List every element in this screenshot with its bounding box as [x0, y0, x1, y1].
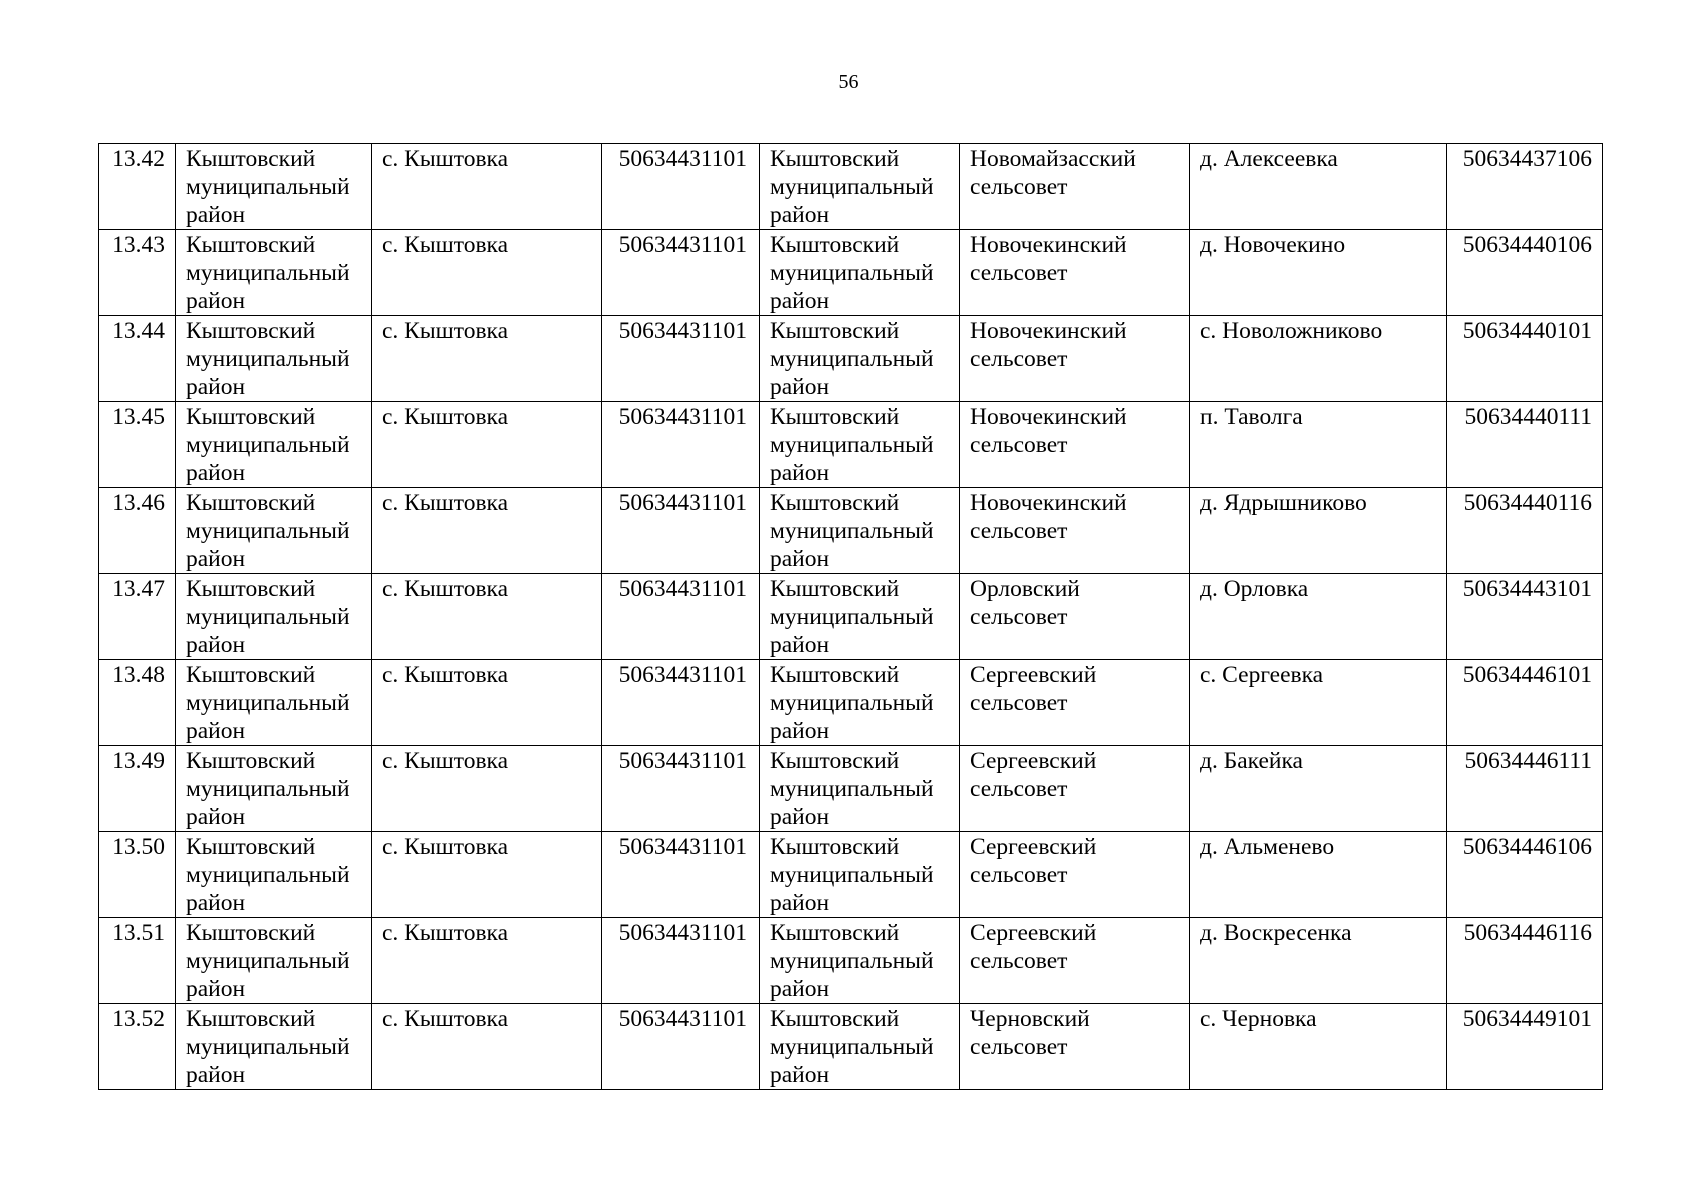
- settlement-oktmo-code: 50634440111: [1447, 402, 1603, 488]
- row-number: 13.47: [99, 574, 176, 660]
- settlements-table: [98, 143, 1603, 1090]
- table-row: [99, 574, 1603, 660]
- village-council: Сергеевский сельсовет: [960, 746, 1190, 832]
- village-council: Новочекинский сельсовет: [960, 316, 1190, 402]
- municipal-district: Кыштовский муниципальный район: [176, 1004, 372, 1090]
- table-row: [99, 488, 1603, 574]
- table-row: [99, 918, 1603, 1004]
- settlement-oktmo-code: 50634440116: [1447, 488, 1603, 574]
- municipal-district: Кыштовский муниципальный район: [176, 402, 372, 488]
- settlement-district: Кыштовский муниципальный район: [760, 488, 960, 574]
- municipal-district: Кыштовский муниципальный район: [176, 746, 372, 832]
- village-council: Черновский сельсовет: [960, 1004, 1190, 1090]
- administrative-center: с. Кыштовка: [372, 230, 602, 316]
- village-council: Новочекинский сельсовет: [960, 402, 1190, 488]
- municipal-district: Кыштовский муниципальный район: [176, 230, 372, 316]
- administrative-center: с. Кыштовка: [372, 316, 602, 402]
- settlement-oktmo-code: 50634443101: [1447, 574, 1603, 660]
- settlement-name: с. Сергеевка: [1190, 660, 1447, 746]
- table-body: [99, 144, 1603, 1090]
- row-number: 13.46: [99, 488, 176, 574]
- village-council: Сергеевский сельсовет: [960, 832, 1190, 918]
- row-number: 13.49: [99, 746, 176, 832]
- administrative-center: с. Кыштовка: [372, 574, 602, 660]
- village-council: Орловский сельсовет: [960, 574, 1190, 660]
- center-oktmo-code: 50634431101: [602, 574, 760, 660]
- table-row: [99, 316, 1603, 402]
- settlement-district: Кыштовский муниципальный район: [760, 574, 960, 660]
- municipal-district: Кыштовский муниципальный район: [176, 488, 372, 574]
- settlement-district: Кыштовский муниципальный район: [760, 660, 960, 746]
- administrative-center: с. Кыштовка: [372, 746, 602, 832]
- settlement-district: Кыштовский муниципальный район: [760, 144, 960, 230]
- administrative-center: с. Кыштовка: [372, 1004, 602, 1090]
- row-number: 13.50: [99, 832, 176, 918]
- page-number: 56: [838, 71, 859, 93]
- settlement-district: Кыштовский муниципальный район: [760, 316, 960, 402]
- settlement-district: Кыштовский муниципальный район: [760, 1004, 960, 1090]
- settlement-name: д. Ядрышниково: [1190, 488, 1447, 574]
- village-council: Сергеевский сельсовет: [960, 918, 1190, 1004]
- center-oktmo-code: 50634431101: [602, 488, 760, 574]
- municipal-district: Кыштовский муниципальный район: [176, 918, 372, 1004]
- row-number: 13.45: [99, 402, 176, 488]
- center-oktmo-code: 50634431101: [602, 746, 760, 832]
- table-row: [99, 402, 1603, 488]
- table-row: [99, 1004, 1603, 1090]
- administrative-center: с. Кыштовка: [372, 832, 602, 918]
- village-council: Сергеевский сельсовет: [960, 660, 1190, 746]
- row-number: 13.52: [99, 1004, 176, 1090]
- administrative-center: с. Кыштовка: [372, 488, 602, 574]
- row-number: 13.44: [99, 316, 176, 402]
- center-oktmo-code: 50634431101: [602, 230, 760, 316]
- center-oktmo-code: 50634431101: [602, 144, 760, 230]
- table-row: [99, 832, 1603, 918]
- settlement-oktmo-code: 50634446111: [1447, 746, 1603, 832]
- settlement-name: д. Орловка: [1190, 574, 1447, 660]
- village-council: Новочекинский сельсовет: [960, 488, 1190, 574]
- municipal-district: Кыштовский муниципальный район: [176, 574, 372, 660]
- settlement-name: д. Алексеевка: [1190, 144, 1447, 230]
- row-number: 13.48: [99, 660, 176, 746]
- settlement-district: Кыштовский муниципальный район: [760, 918, 960, 1004]
- center-oktmo-code: 50634431101: [602, 832, 760, 918]
- settlement-name: с. Черновка: [1190, 1004, 1447, 1090]
- settlement-district: Кыштовский муниципальный район: [760, 746, 960, 832]
- center-oktmo-code: 50634431101: [602, 918, 760, 1004]
- settlement-name: д. Бакейка: [1190, 746, 1447, 832]
- administrative-center: с. Кыштовка: [372, 144, 602, 230]
- settlement-oktmo-code: 50634440101: [1447, 316, 1603, 402]
- administrative-center: с. Кыштовка: [372, 402, 602, 488]
- center-oktmo-code: 50634431101: [602, 1004, 760, 1090]
- table-row: [99, 746, 1603, 832]
- settlement-name: д. Воскресенка: [1190, 918, 1447, 1004]
- settlement-district: Кыштовский муниципальный район: [760, 832, 960, 918]
- row-number: 13.51: [99, 918, 176, 1004]
- settlement-oktmo-code: 50634446101: [1447, 660, 1603, 746]
- settlement-name: с. Новоложниково: [1190, 316, 1447, 402]
- row-number: 13.42: [99, 144, 176, 230]
- settlement-name: д. Новочекино: [1190, 230, 1447, 316]
- administrative-center: с. Кыштовка: [372, 918, 602, 1004]
- village-council: Новомайзасский сельсовет: [960, 144, 1190, 230]
- row-number: 13.43: [99, 230, 176, 316]
- table-row: [99, 660, 1603, 746]
- center-oktmo-code: 50634431101: [602, 402, 760, 488]
- settlement-district: Кыштовский муниципальный район: [760, 230, 960, 316]
- center-oktmo-code: 50634431101: [602, 660, 760, 746]
- municipal-district: Кыштовский муниципальный район: [176, 316, 372, 402]
- settlement-oktmo-code: 50634440106: [1447, 230, 1603, 316]
- settlement-name: д. Альменево: [1190, 832, 1447, 918]
- municipal-district: Кыштовский муниципальный район: [176, 144, 372, 230]
- center-oktmo-code: 50634431101: [602, 316, 760, 402]
- municipal-district: Кыштовский муниципальный район: [176, 660, 372, 746]
- settlement-oktmo-code: 50634437106: [1447, 144, 1603, 230]
- settlement-district: Кыштовский муниципальный район: [760, 402, 960, 488]
- settlement-oktmo-code: 50634446116: [1447, 918, 1603, 1004]
- administrative-center: с. Кыштовка: [372, 660, 602, 746]
- table-row: [99, 144, 1603, 230]
- table-row: [99, 230, 1603, 316]
- municipal-district: Кыштовский муниципальный район: [176, 832, 372, 918]
- settlement-oktmo-code: 50634446106: [1447, 832, 1603, 918]
- village-council: Новочекинский сельсовет: [960, 230, 1190, 316]
- settlement-oktmo-code: 50634449101: [1447, 1004, 1603, 1090]
- settlement-name: п. Таволга: [1190, 402, 1447, 488]
